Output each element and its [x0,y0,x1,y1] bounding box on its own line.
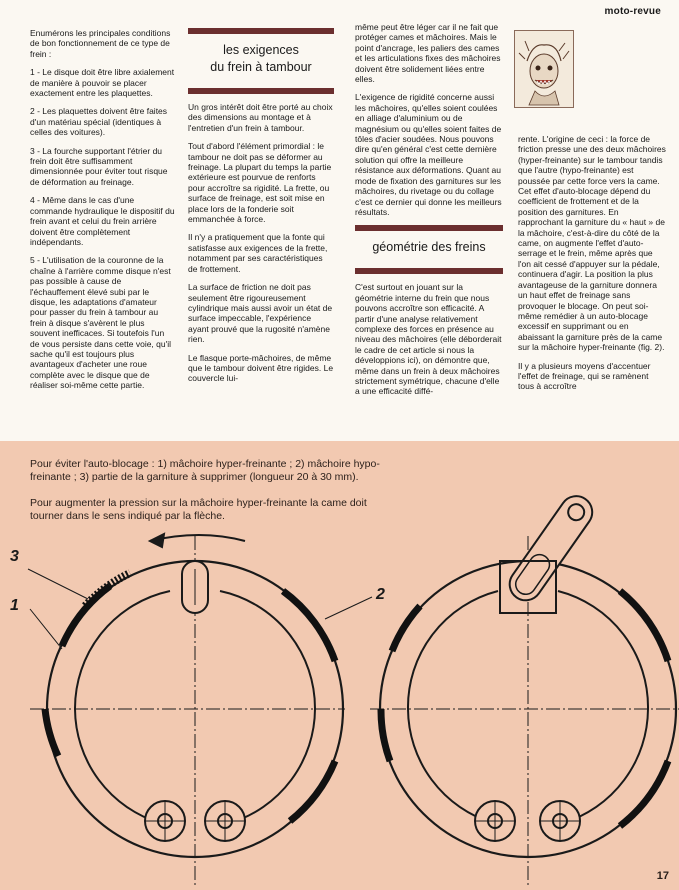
brake-figure-2 [370,490,679,886]
list-item: 3 - La fourche supportant l'étrier du frein doit être suffisamment dimensionnée pour éviter tout risque de déformation au freinage. [30,145,168,187]
caricature-illustration [514,30,574,108]
section-heading-geometry: géométrie des freins [372,240,486,255]
column-1 [30,28,175,399]
heading-rule-bottom [188,88,334,94]
heading-rule-top [355,225,503,231]
paragraph: L'exigence de rigidité concerne aussi les mâchoires, qu'elles soient coulées en alliage d'aluminium ou de magnésium ou qu'elles soient faites de tôles d'acier soudées. Nous pouvons dire qu'en général c'est cette dernière solution qui offre la meilleure résistance aux déformations. Quant au mode de fixation des garnitures sur les mâchoires, du rivetage ou du collage c'est ce dernier qui donne les meilleurs résultats. [355,92,502,217]
column-3 [355,22,503,405]
heading-rule-top [188,28,334,34]
figure-label-3: 3 [10,548,19,565]
heading-rule-bottom [355,268,503,274]
column-4 [518,134,666,400]
figure-label-2: 2 [376,586,385,603]
brake-figure-1 [28,534,372,886]
paragraph: rente. L'origine de ceci : la force de friction presse une des deux mâchoires (hyper-freinante) sur le tambour tandis que l'autre (hypo-freinante) est poussée par cette force vers la came. Cet effet d'auto-blocage dépend du coefficient de frottement et de la position des garnitures. En rapprochant la garniture du « haut » de la mâchoire, c'est-à-dire du côté de la came, on augmente l'effet d'auto-serrage et le frein, même après que l'on ait cessé d'appuyer sur la pédale, continuera d'agir. La position la plus avantageuse de la garniture donnera un haut effet de freinage sans provoquer le blocage. On peut soi-même remédier à un auto-blocage excessif en supprimant ou en abaissant la garniture près de la came sur la mâchoire hyper-freinante (fig. 2). [518,134,666,353]
paragraph: Il n'y a pratiquement que la fonte qui satisfasse aux exigences de la frette, notamment par ses caractéristiques de frottement. [188,232,328,274]
list-item: 1 - Le disque doit être libre axialement de manière à pouvoir se placer exactement entre les plaquettes. [30,67,175,99]
paragraph: C'est surtout en jouant sur la géométrie interne du frein que nous pouvons accroître son efficacité. A partir d'une analyse relativement complexe des forces en présence au niveau des mâchoires (elle déborderait le cadre de cet article si nous la développions ici), on démontre que, même dans un frein à deux mâchoires strictement symétrique, chacune d'elle a une efficacité diffé- [355,282,502,397]
brake-diagram [0,441,679,890]
section-heading-drum-brake: les exigences du frein à tambour [210,43,312,74]
figure-label-1: 1 [10,597,19,614]
paragraph: même peut être léger car il ne fait que protéger cames et mâchoires. Mais le point d'ancrage, les paliers des cames et les articulations fixes des mâchoires doivent être solidement liées entre elles. [355,22,501,85]
page-number: 17 [656,870,669,882]
list-item: 2 - Les plaquettes doivent être faites d'un matériau spécial (identiques à celles des voitures). [30,106,168,138]
magazine-name: moto-revue [604,6,661,17]
paragraph: Un gros intérêt doit être porté au choix des dimensions au montage et à l'entretien d'un frein à tambour. [188,102,333,133]
intro-paragraph: Enumérons les principales conditions de bon fonctionnement de ce type de frein : [30,28,171,59]
figure-caption-1: Pour éviter l'auto-blocage : 1) mâchoire hyper-freinante ; 2) mâchoire hypo- freinante ; 3) partie de la garniture à supprimer (longueur 20 à 30 mm). [30,458,380,483]
paragraph: La surface de friction ne doit pas seulement être rigoureusement cylindrique mais aussi avoir un état de surface impeccable, l'expérience ayant prouvé que la rugosité n'amène rien. [188,282,333,345]
paragraph: Il y a plusieurs moyens d'accentuer l'effet de freinage, qui se ramènent tous à accroître [518,360,651,392]
list-item: 5 - L'utilisation de la couronne de la chaîne à l'arrière comme disque n'est pas possible à cause de l'échauffement élevé subi par le disque, les adaptations d'amateur pour passer du frein à tambour au frein à disque s'avèrent le plus souvent inefficaces. Si toutefois l'un de vous persiste dans cette voie, qu'il sache qu'il est toujours plus avantageux d'acheter une roue complète avec le disque que de réaliser soi-même cette partie. [30,255,172,391]
figure-caption-2: Pour augmenter la pression sur la mâchoire hyper-freinante la came doit tourner dans le sens indiqué par la flèche. [30,497,367,522]
paragraph: Tout d'abord l'élément primordial : le tambour ne doit pas se déformer au freinage. La plupart du temps la partie extérieure est pourvue de renforts pour accroître sa rigidité. La frette, ou surface de freinage, est soit mise en place lors de la fonderie soit emmanchée à force. [188,141,332,225]
column-2 [188,28,334,392]
list-item: 4 - Même dans le cas d'une commande hydraulique le dispositif du frein avant et celui du frein arrière doivent être complètement indépendants. [30,195,175,247]
paragraph: Le flasque porte-mâchoires, de même que le tambour doivent être rigides. Le couvercle lui- [188,352,334,384]
